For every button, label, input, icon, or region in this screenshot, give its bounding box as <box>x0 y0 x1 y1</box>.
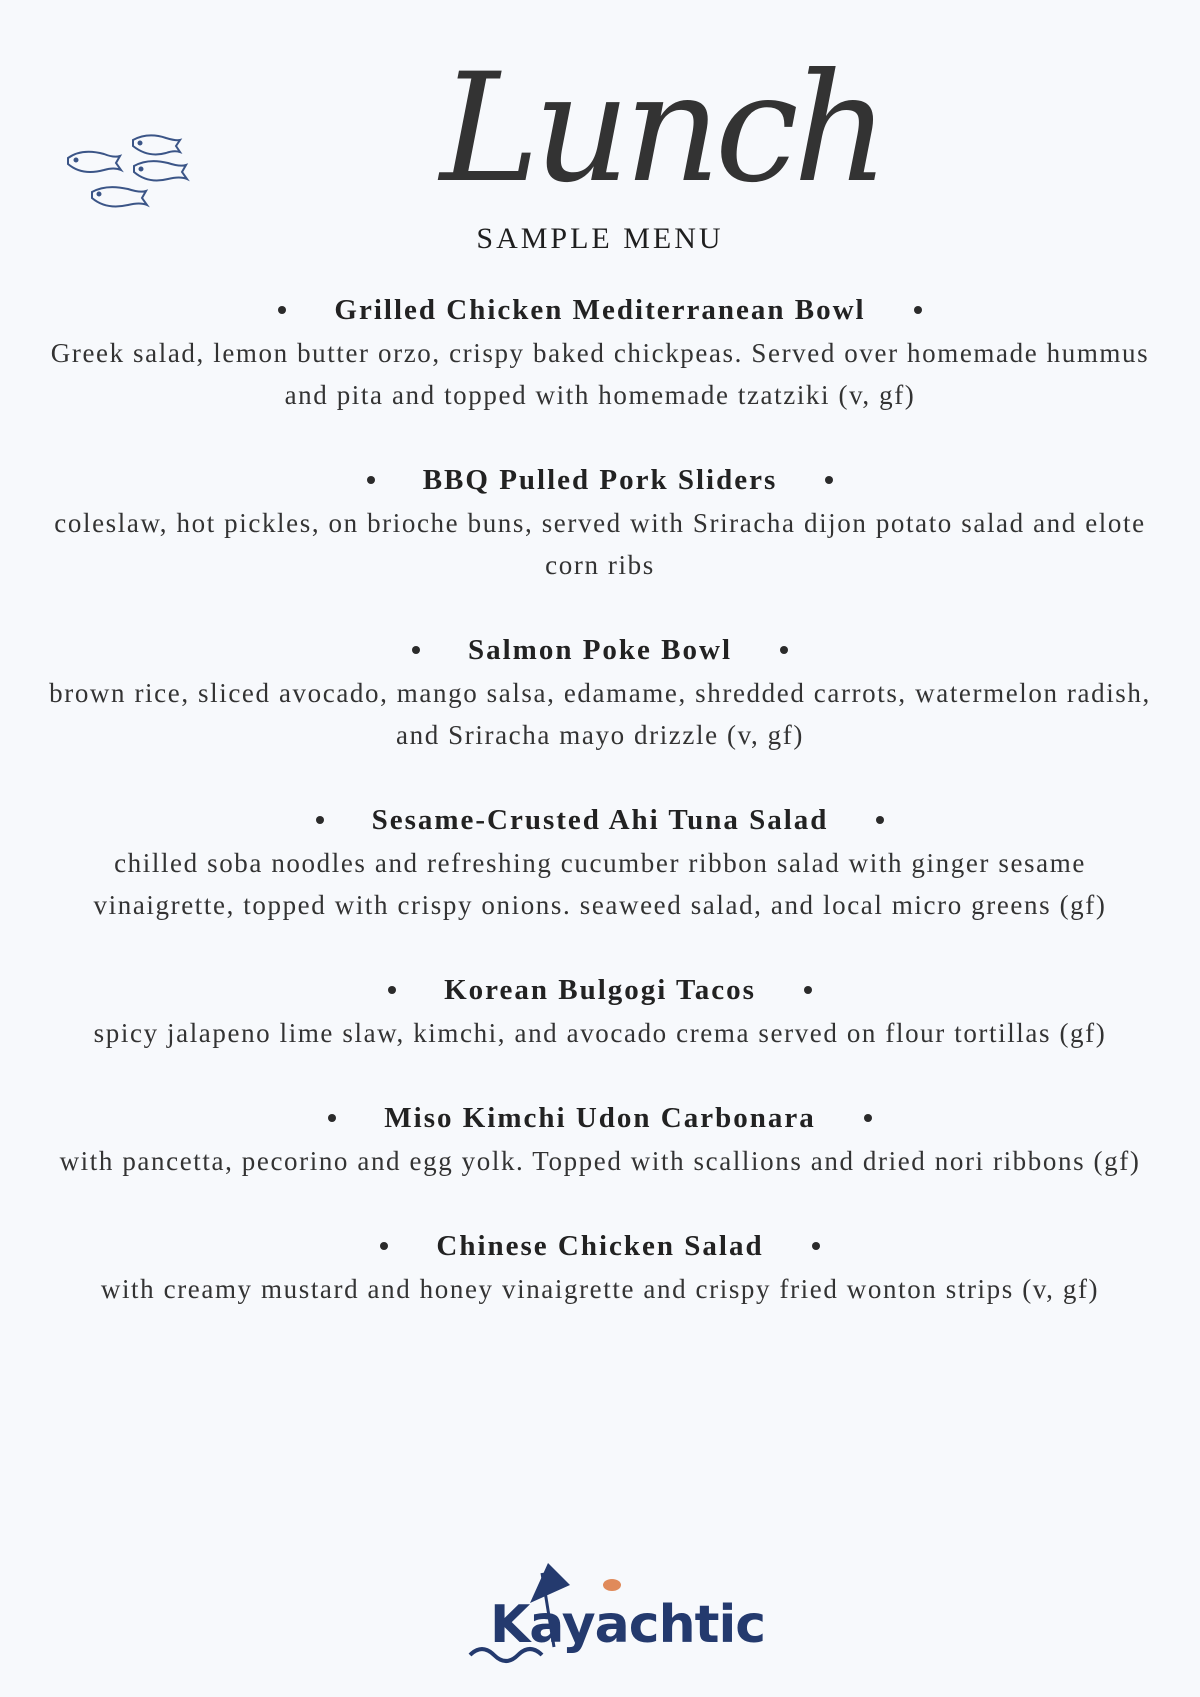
menu-item-description: chilled soba noodles and refreshing cucumber ribbon salad with ginger sesame vinaigrette, topped with crispy onions. seaweed salad, and local micro greens (gf) <box>93 848 1107 920</box>
bullet-icon <box>412 646 420 654</box>
menu-subtitle: SAMPLE MENU <box>476 222 724 255</box>
bullet-icon <box>804 986 812 994</box>
menu-list <box>40 290 1160 1354</box>
menu-item-description: brown rice, sliced avocado, mango salsa, edamame, shredded carrots, watermelon radish, and Sriracha mayo drizzle (v, gf) <box>49 678 1151 750</box>
menu-item-description: with creamy mustard and honey vinaigrette and crispy fried wonton strips (v, gf) <box>100 1274 1100 1304</box>
menu-item-header <box>40 460 1160 500</box>
bullet-icon <box>328 1114 336 1122</box>
bullet-icon <box>367 476 375 484</box>
menu-item-header <box>40 1098 1160 1138</box>
menu-item-header <box>40 1226 1160 1266</box>
menu-item <box>40 1098 1160 1182</box>
bullet-icon <box>780 646 788 654</box>
bullet-icon <box>864 1114 872 1122</box>
bullet-icon <box>825 476 833 484</box>
title-script-lunch <box>440 30 884 220</box>
menu-item-name: Sesame-Crusted Ahi Tuna Salad <box>371 803 829 836</box>
bullet-icon <box>876 816 884 824</box>
menu-item-name: Grilled Chicken Mediterranean Bowl <box>334 293 866 326</box>
menu-item-name: BBQ Pulled Pork Sliders <box>422 463 778 496</box>
menu-item-header <box>40 800 1160 840</box>
menu-item-description: Greek salad, lemon butter orzo, crispy baked chickpeas. Served over homemade hummus and pita and topped with homemade tzatziki (v, gf) <box>50 338 1150 410</box>
menu-item-name: Korean Bulgogi Tacos <box>444 973 756 1006</box>
menu-item <box>40 800 1160 926</box>
bullet-icon <box>914 306 922 314</box>
menu-item-description: coleslaw, hot pickles, on brioche buns, served with Sriracha dijon potato salad and elote corn ribs <box>54 508 1146 580</box>
menu-item <box>40 1226 1160 1310</box>
fish-school-icon <box>68 132 208 232</box>
bullet-icon <box>812 1242 820 1250</box>
menu-item-header <box>40 970 1160 1010</box>
bullet-icon <box>380 1242 388 1250</box>
menu-item <box>40 460 1160 586</box>
bullet-icon <box>316 816 324 824</box>
menu-item-name: Miso Kimchi Udon Carbonara <box>384 1101 816 1134</box>
menu-item-name: Chinese Chicken Salad <box>436 1229 764 1262</box>
menu-item-header <box>40 290 1160 330</box>
menu-item-name: Salmon Poke Bowl <box>467 633 733 666</box>
logo-text: Kayachtic <box>490 1595 766 1655</box>
menu-item-description: spicy jalapeno lime slaw, kimchi, and avocado crema served on flour tortillas (gf) <box>93 1018 1107 1048</box>
menu-item <box>40 630 1160 756</box>
menu-item <box>40 290 1160 416</box>
page-title: Lunch <box>440 42 884 216</box>
menu-item-header <box>40 630 1160 670</box>
menu-item <box>40 970 1160 1054</box>
menu-item-description: with pancetta, pecorino and egg yolk. Topped with scallions and dried nori ribbons (gf) <box>59 1146 1141 1176</box>
bullet-icon <box>388 986 396 994</box>
brand-logo <box>460 1555 766 1675</box>
bullet-icon <box>278 306 286 314</box>
